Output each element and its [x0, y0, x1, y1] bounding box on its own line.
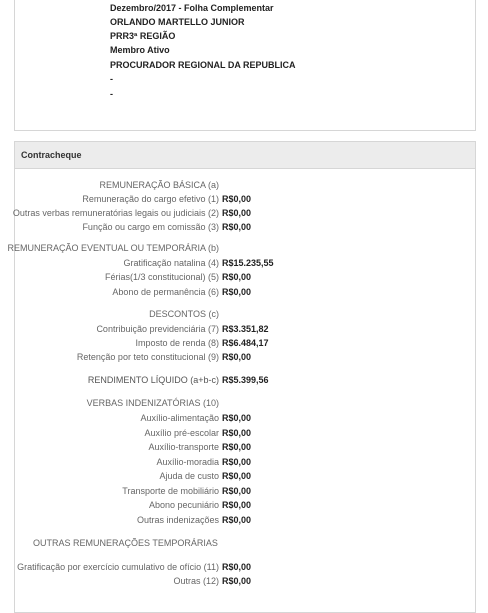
pay-label: Auxílio-alimentação: [140, 413, 219, 423]
pay-value: R$0,00: [222, 471, 252, 481]
pay-label: Contribuição previdenciária (7): [96, 324, 219, 334]
rendimento-liquido-value: R$5.399,56: [222, 375, 269, 385]
section-descontos: [15, 307, 475, 321]
pay-row: [15, 560, 475, 574]
pay-label: Ajuda de custo: [159, 471, 219, 481]
section-title: REMUNERAÇÃO BÁSICA (a): [99, 180, 219, 190]
pay-row: [15, 285, 475, 299]
pay-value: R$0,00: [222, 515, 252, 525]
pay-row: [15, 192, 475, 206]
contracheque-panel: [7, 141, 476, 613]
section-title: OUTRAS REMUNERAÇÕES TEMPORÁRIAS: [33, 538, 218, 548]
pay-value: R$0,00: [222, 500, 252, 510]
pay-label: Auxílio pré-escolar: [144, 428, 219, 438]
pay-row: [15, 322, 475, 336]
pay-label: Função ou cargo em comissão (3): [82, 222, 219, 232]
panel-title: Contracheque: [21, 150, 82, 160]
info-value: Dezembro/2017 - Folha Complementar: [110, 3, 274, 13]
pay-value: R$0,00: [222, 272, 252, 282]
pay-value: R$0,00: [222, 352, 252, 362]
info-value: PROCURADOR REGIONAL DA REPUBLICA: [110, 60, 296, 70]
pay-label: Outras verbas remuneratórias legais ou judiciais (2): [12, 208, 219, 218]
section-title: VERBAS INDENIZATÓRIAS (10): [86, 398, 219, 408]
info-value: -: [110, 89, 113, 99]
pay-label: Abono pecuniário: [148, 500, 219, 510]
pay-label: Retenção por teto constitucional (9): [76, 352, 219, 362]
pay-label: Transporte de mobiliário: [122, 486, 219, 496]
pay-label: Auxílio-moradia: [156, 457, 219, 467]
pay-row: [15, 256, 475, 270]
pay-value: R$0,00: [222, 457, 252, 467]
panel-header: [15, 142, 475, 169]
section-title: DESCONTOS (c): [149, 309, 219, 319]
pay-value: R$6.484,17: [222, 338, 269, 348]
rendimento-liquido-label: RENDIMENTO LÍQUIDO (a+b-c): [87, 375, 219, 385]
rendimento-liquido-row: [15, 373, 475, 387]
pay-label: Outras indenizações: [136, 515, 219, 525]
pay-row: [15, 350, 475, 364]
pay-label: Imposto de renda (8): [135, 338, 219, 348]
info-value: Membro Ativo: [110, 45, 170, 55]
pay-row: [15, 336, 475, 350]
pay-label: Abono de permanência (6): [112, 287, 219, 297]
pay-row: [15, 426, 475, 440]
pay-value: R$0,00: [222, 194, 252, 204]
pay-value: R$0,00: [222, 222, 252, 232]
pay-row: [15, 469, 475, 483]
pay-row: [15, 411, 475, 425]
section-verbas-indenizatorias: [15, 396, 475, 410]
info-value: -: [110, 74, 113, 84]
pay-row: [12, 206, 475, 220]
info-value: ORLANDO MARTELLO JUNIOR: [110, 17, 245, 27]
pay-value: R$0,00: [222, 208, 252, 218]
pay-row: [15, 455, 475, 469]
pay-label: Gratificação por exercício cumulativo de ofício (11): [17, 562, 219, 572]
pay-value: R$0,00: [222, 576, 252, 586]
pay-value: R$0,00: [222, 428, 252, 438]
pay-value: R$0,00: [222, 413, 252, 423]
pay-label: Remuneração do cargo efetivo (1): [82, 194, 219, 204]
section-outras-remuneracoes: [15, 536, 475, 550]
pay-value: R$0,00: [222, 486, 252, 496]
pay-row: [15, 574, 475, 588]
pay-row: [15, 220, 475, 234]
pay-label: Gratificação natalina (4): [123, 258, 219, 268]
pay-row: [15, 498, 475, 512]
pay-row: [15, 270, 475, 284]
pay-label: Outras (12): [173, 576, 219, 586]
pay-value: R$0,00: [222, 442, 252, 452]
pay-row: [15, 484, 475, 498]
pay-value: R$0,00: [222, 562, 252, 572]
section-remuneracao-eventual: [7, 241, 475, 255]
pay-row: [15, 513, 475, 527]
pay-row: [15, 440, 475, 454]
pay-value: R$0,00: [222, 287, 252, 297]
pay-value: R$15.235,55: [222, 258, 274, 268]
servant-info-box: [14, 0, 476, 131]
section-remuneracao-basica: [15, 178, 475, 192]
section-title: REMUNERAÇÃO EVENTUAL OU TEMPORÁRIA (b): [7, 243, 219, 253]
pay-label: Auxílio-transporte: [148, 442, 219, 452]
info-value: PRR3ª REGIÃO: [110, 31, 176, 41]
pay-label: Férias(1/3 constitucional) (5): [104, 272, 219, 282]
pay-value: R$3.351,82: [222, 324, 269, 334]
